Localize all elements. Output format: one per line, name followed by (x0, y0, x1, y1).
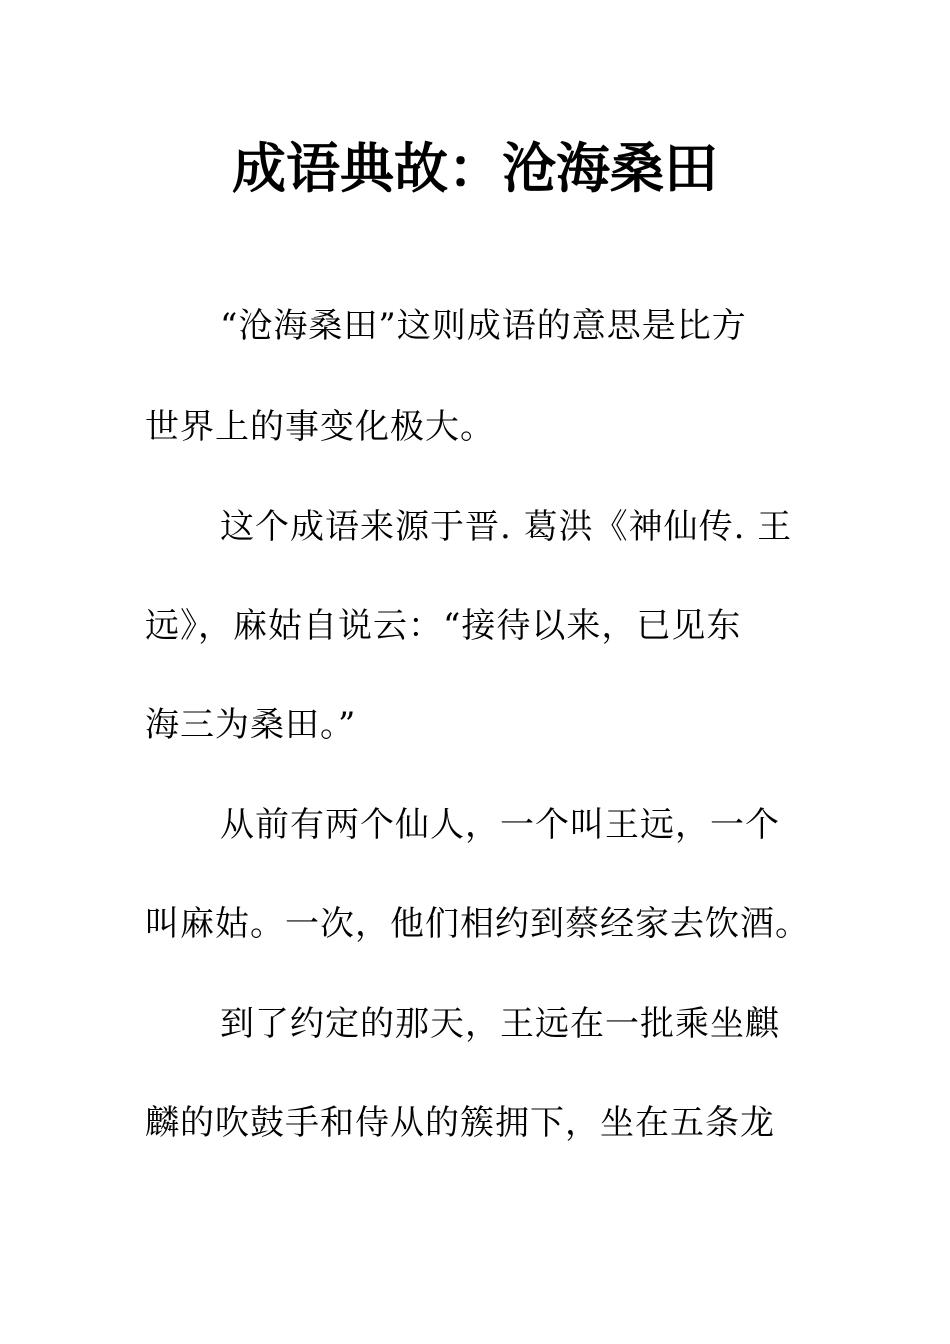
paragraph-2-line-1: 这个成语来源于晋. 葛洪《神仙传. 王 (220, 507, 793, 547)
paragraph-1-line-2: 世界上的事变化极大。 (145, 407, 495, 447)
paragraph-4-line-1: 到了约定的那天，王远在一批乘坐麒 (220, 1004, 780, 1044)
paragraph-4-line-2: 麟的吹鼓手和侍从的簇拥下，坐在五条龙 (145, 1103, 775, 1143)
paragraph-1-line-1: “沧海桑田”这则成语的意思是比方 (220, 306, 747, 346)
document-title: 成语典故：沧海桑田 (232, 136, 718, 200)
paragraph-3-line-2: 叫麻姑。一次，他们相约到蔡经家去饮酒。 (145, 904, 810, 944)
paragraph-3-line-1: 从前有两个仙人，一个叫王远，一个 (220, 805, 780, 845)
paragraph-2-line-2: 远》，麻姑自说云：“接待以来，已见东 (145, 606, 742, 646)
paragraph-2-line-3: 海三为桑田。” (145, 705, 357, 745)
